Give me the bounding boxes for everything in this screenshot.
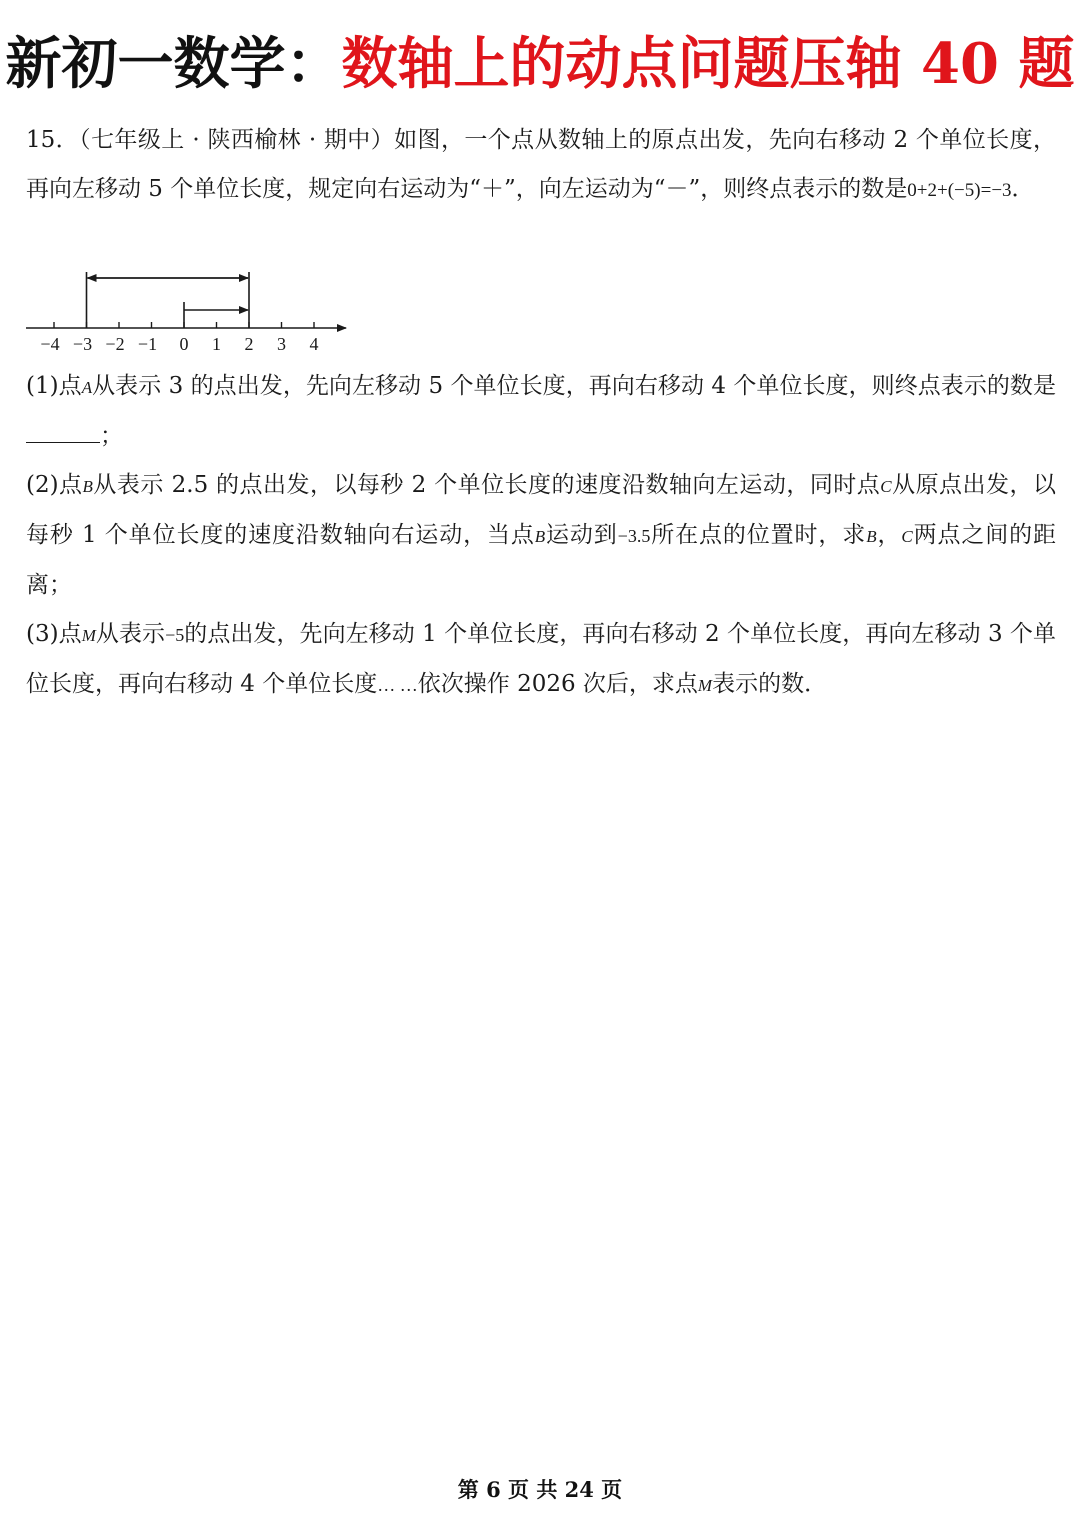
- tick-label: 2: [244, 334, 254, 354]
- q3-text1: 从表示: [95, 621, 166, 647]
- title-red-part: 数轴上的动点问题压轴 40 题: [341, 31, 1075, 97]
- movement-arrows: [87, 272, 250, 328]
- q2-var-c2: C: [901, 527, 913, 546]
- page-footer: 第 6 页 共 24 页: [457, 1477, 623, 1502]
- q3-var-m2: M: [697, 676, 713, 695]
- axis-tick-labels: [40, 334, 318, 354]
- problem-intro: [26, 116, 1056, 215]
- q1-var-a: A: [81, 378, 93, 397]
- question-3: [26, 610, 1056, 710]
- q3-text3: 依次操作 2026 次后，求点: [417, 671, 698, 697]
- tick-label: 1: [212, 334, 221, 354]
- q2-pre: (2)点: [26, 472, 83, 498]
- q3-end: 表示的数．: [712, 671, 828, 697]
- tick-label: −2: [105, 334, 125, 354]
- q3-text2: 的点出发，先向左移动 1 个单位长度，再向右移动 2 个单位长度，再向左移动 3 个单位长度，再向右移动 4 个单位长度: [26, 621, 1056, 697]
- q2-var-b2: B: [534, 527, 546, 546]
- q3-dots: … …: [377, 675, 418, 695]
- q2-num: −3.5: [617, 526, 651, 546]
- tick-label: 3: [277, 334, 286, 354]
- title-black-part: 新初一数学：: [5, 31, 342, 97]
- answer-blank[interactable]: [26, 422, 100, 443]
- q2-var-c: C: [880, 477, 892, 496]
- page-title: [0, 28, 1080, 100]
- intro-formula: 0+2+(−5)=−3: [907, 180, 1012, 201]
- q2-sep: ，: [876, 522, 902, 548]
- tick-label: −3: [72, 334, 93, 354]
- intro-text: 15．（七年级上 · 陕西榆林 · 期中）如图，一个点从数轴上的原点出发，先向右移动 2 个单位长度，再向左移动 5 个单位长度，规定向右运动为“＋”，向左运动为“－”，则终点表示的数是: [26, 127, 1056, 202]
- tick-label: 4: [309, 334, 319, 354]
- number-line-figure: [24, 262, 364, 362]
- tick-label: −4: [40, 334, 60, 354]
- q1-text: 从表示 3 的点出发，先向左移动 5 个单位长度，再向右移动 4 个单位长度，则终点表示的数是: [92, 373, 1056, 399]
- q1-pre: (1)点: [26, 373, 82, 399]
- problem-content: [26, 116, 1056, 710]
- q3-num: −5: [165, 625, 185, 645]
- question-2: [26, 461, 1056, 610]
- q2-end: 两点之间的距离；: [26, 522, 1057, 598]
- q3-var-m: M: [81, 626, 96, 645]
- intro-end: ．: [1011, 176, 1035, 202]
- q2-text2: 从原点出发，以每秒 1 个单位长度的速度沿数轴向右运动，当点: [26, 472, 1056, 548]
- q2-text1: 从表示 2.5 的点出发，以每秒 2 个单位长度的速度沿数轴向左运动，同时点: [92, 472, 881, 498]
- tick-label: −1: [137, 334, 158, 354]
- q2-text3: 运动到: [545, 522, 618, 548]
- q2-text4: 所在点的位置时，求: [650, 522, 867, 548]
- question-1: [26, 362, 1056, 461]
- q3-pre: (3)点: [26, 621, 82, 647]
- q2-var-b3: B: [866, 527, 877, 546]
- q1-end: ；: [100, 423, 123, 449]
- tick-label: 0: [179, 334, 189, 354]
- q2-var-b: B: [82, 477, 93, 496]
